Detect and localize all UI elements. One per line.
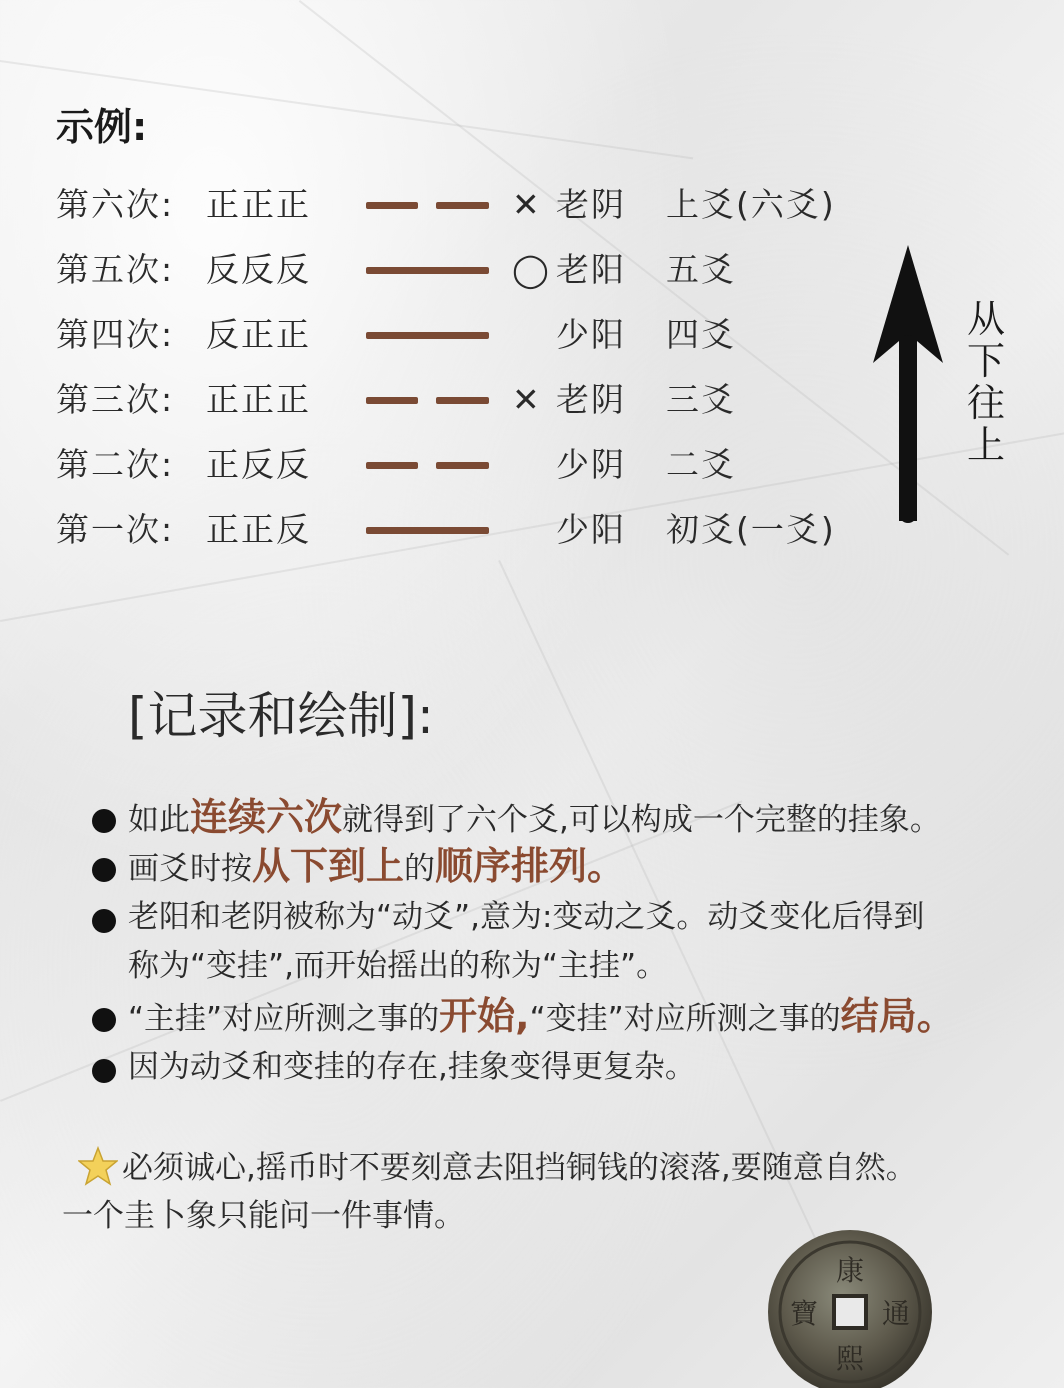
hexagram-row xyxy=(0,180,900,230)
coin-result: 反反反 xyxy=(206,250,311,289)
hexagram-row xyxy=(0,375,900,425)
bullet-dot-icon xyxy=(92,1008,116,1032)
hexagram-row xyxy=(0,245,900,295)
highlight-text: 结局。 xyxy=(840,994,955,1038)
highlight-text: 开始, xyxy=(439,994,530,1038)
line-position: 四爻 xyxy=(666,315,736,354)
coin-result: 反正正 xyxy=(206,315,311,354)
line-type: 少阳 xyxy=(556,510,626,549)
bullet-dot-icon xyxy=(92,1059,116,1083)
yin-line xyxy=(366,397,489,404)
section-subtitle: [记录和绘制]: xyxy=(128,687,434,745)
bullet-dot-icon xyxy=(92,809,116,833)
line-type: 老阴 xyxy=(556,380,626,419)
hexagram-row xyxy=(0,440,900,490)
svg-text:熙: 熙 xyxy=(835,1344,865,1375)
line-type: 老阴 xyxy=(556,185,626,224)
direction-label: 从 下 往 上 xyxy=(966,297,1005,467)
moving-yin-mark-icon: ✕ xyxy=(512,185,542,224)
moving-yang-mark-icon: ◯ xyxy=(512,250,551,289)
bullet-dot-icon xyxy=(92,858,116,882)
yang-line xyxy=(366,267,489,274)
bullet-continuation: 称为“变挂”,而开始摇出的称为“主挂”。 xyxy=(128,948,668,984)
throw-label: 第二次: xyxy=(56,445,175,484)
line-type: 少阳 xyxy=(556,315,626,354)
line-position: 上爻(六爻) xyxy=(666,185,836,224)
throw-label: 第四次: xyxy=(56,315,175,354)
up-arrow-icon xyxy=(873,245,943,525)
coin-result: 正正反 xyxy=(206,510,311,549)
yang-line xyxy=(366,332,489,339)
note-line: 必须诚心,摇币时不要刻意去阻挡铜钱的滚落,要随意自然。 xyxy=(62,1146,917,1188)
hexagram-row xyxy=(0,310,900,360)
moving-yin-mark-icon: ✕ xyxy=(512,380,542,419)
page-title: 示例: xyxy=(56,105,148,149)
throw-label: 第六次: xyxy=(56,185,175,224)
line-position: 初爻(一爻) xyxy=(666,510,836,549)
hexagram-row xyxy=(0,505,900,555)
coin-result: 正反反 xyxy=(206,445,311,484)
yin-line xyxy=(366,462,489,469)
highlight-text: 从下到上 xyxy=(252,844,405,888)
svg-text:寶: 寶 xyxy=(789,1299,819,1330)
note-line: 一个圭卜象只能问一件事情。 xyxy=(62,1198,465,1234)
highlight-text: 顺序排列。 xyxy=(435,844,626,888)
yang-line xyxy=(366,527,489,534)
star-icon xyxy=(78,1146,118,1186)
line-position: 二爻 xyxy=(666,445,736,484)
svg-text:通: 通 xyxy=(881,1299,911,1330)
throw-label: 第三次: xyxy=(56,380,175,419)
yin-line xyxy=(366,202,489,209)
line-type: 老阳 xyxy=(556,250,626,289)
throw-label: 第一次: xyxy=(56,510,175,549)
line-type: 少阴 xyxy=(556,445,626,484)
coin-result: 正正正 xyxy=(206,380,311,419)
svg-text:康: 康 xyxy=(835,1256,865,1287)
ancient-coin-icon xyxy=(766,1228,934,1388)
line-position: 五爻 xyxy=(666,250,736,289)
bullet-dot-icon xyxy=(92,909,116,933)
coin-result: 正正正 xyxy=(206,185,311,224)
highlight-text: 连续六次 xyxy=(190,795,343,839)
throw-label: 第五次: xyxy=(56,250,175,289)
line-position: 三爻 xyxy=(666,380,736,419)
